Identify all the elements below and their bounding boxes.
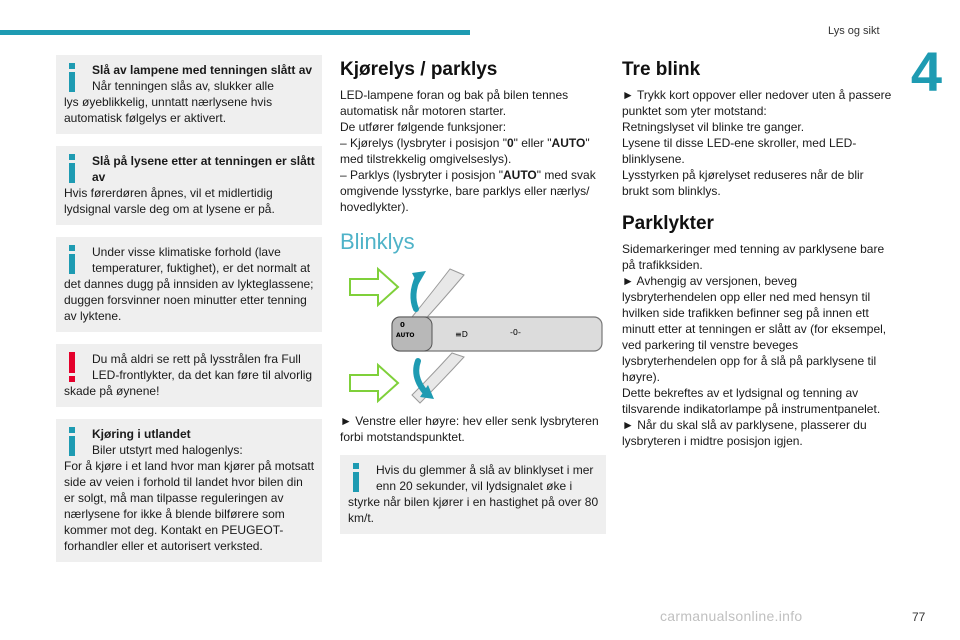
paragraph: ► Trykk kort oppover eller nedover uten å passere punktet som yter motstand: [622, 88, 892, 118]
note-text: Når tenningen slås av, slukker alle [92, 79, 274, 93]
paragraph: Sidemarkeringer med tenning av parklysene bare på trafikksiden. [622, 242, 885, 272]
paragraph: ► Venstre eller høyre: hev eller senk lysbryteren forbi motstandspunktet. [340, 414, 599, 444]
arrow-up-icon [350, 269, 398, 305]
header-accent-bar [0, 30, 470, 35]
info-icon [68, 245, 76, 275]
page-number: 77 [912, 610, 926, 624]
paragraph: Lysene til disse LED-ene skroller, med LED-blinklysene. [622, 136, 857, 166]
info-icon [352, 463, 360, 493]
note-text: Under visse klimatiske forhold (lave temperaturer, fuktighet), er det normalt at [92, 245, 311, 275]
paragraph: Retningslyset vil blinke tre ganger. [622, 120, 805, 134]
fog-icon: -0- [510, 328, 521, 337]
paragraph: ► Når du skal slå av parklysene, plasserer du lysbryteren i midtre posisjon igjen. [622, 418, 867, 448]
warning-icon [68, 352, 76, 382]
heading-parklykter: Parklykter [622, 213, 714, 234]
paragraph: – Kjørelys (lysbryter i posisjon "0" eller "AUTO" med tilstrekkelig omgivelseslys). [340, 136, 590, 166]
section-title: Lys og sikt [828, 25, 880, 37]
note-text: For å kjøre i et land hvor man kjører på motsatt side av veien i forhold til landet hvor bilen din er solgt, må man tilpasse reguleringen av nærlysene for ikke å blende bilførere som kommer mot deg. Kontakt en PEUGEOT-forhandler eller et autorisert verksted. [64, 459, 315, 553]
note-text: skade på øynene! [64, 384, 160, 398]
paragraph: LED-lampene foran og bak på bilen tennes automatisk når motoren starter. [340, 88, 569, 118]
stalk-illustration [340, 265, 606, 405]
note-text: lys øyeblikkelig, unntatt nærlysene hvis automatisk følgelys er aktivert. [64, 95, 273, 125]
column-right [622, 55, 892, 449]
note-text: det dannes dugg på innsiden av lykteglassene; duggen forsvinner noen minutter etter tenning av lyktene. [64, 277, 314, 323]
note-text: Hvis førerdøren åpnes, vil et midlertidig lydsignal varsle deg om at lysene er på. [64, 186, 275, 216]
heading-tre-blink: Tre blink [622, 59, 701, 80]
info-note-lights-on [56, 146, 322, 225]
paragraph: Dette bekreftes av et lydsignal og tenning av tilsvarende indikatorlampe på instrumentpanelet. [622, 386, 881, 416]
info-note-abroad [56, 419, 322, 562]
column-middle [340, 55, 606, 546]
heading-kjorelys: Kjørelys / parklys [340, 59, 498, 80]
beam-icon: ≡D [455, 330, 468, 339]
watermark: carmanualsonline.info [660, 608, 803, 624]
paragraph: Lysstyrken på kjørelyset reduseres når de blir brukt som blinklys. [622, 168, 864, 198]
note-title: Kjøring i utlandet [92, 427, 191, 441]
rotate-down-arrow [416, 361, 426, 393]
info-note-indicator-reminder [340, 455, 606, 534]
light-stalk-diagram [340, 265, 606, 405]
info-icon [68, 427, 76, 457]
note-text: Biler utstyrt med halogenlys: [92, 443, 243, 457]
info-note-condensation [56, 237, 322, 332]
heading-blinklys: Blinklys [340, 229, 415, 254]
arrow-down-icon [350, 365, 398, 401]
note-text: styrke når bilen kjører i en hastighet på over 80 km/t. [348, 495, 599, 525]
note-text: Du må aldri se rett på lysstrålen fra Full LED-frontlykter, da det kan føre til alvorlig [92, 352, 313, 382]
note-text: Hvis du glemmer å slå av blinklyset i mer enn 20 sekunder, vil lydsignalet øke i [376, 463, 594, 493]
info-icon [68, 154, 76, 184]
stalk-label-auto: AUTO [396, 332, 415, 339]
info-note-lamps-off [56, 55, 322, 134]
warning-note-led [56, 344, 322, 407]
note-title: Slå av lampene med tenningen slått av [92, 63, 313, 77]
note-title: Slå på lysene etter at tenningen er slått av [92, 154, 315, 184]
paragraph: – Parklys (lysbryter i posisjon "AUTO" med svak omgivende lysstyrke, bare parklys eller nærlys/ hovedlykter). [340, 168, 596, 214]
paragraph: De utfører følgende funksjoner: [340, 120, 507, 134]
column-left [56, 55, 322, 574]
chapter-number: 4 [893, 44, 960, 100]
info-icon [68, 63, 76, 93]
paragraph: ► Avhengig av versjonen, beveg lysbryterhendelen opp eller ned med hensyn til hvilken side trafikken befinner seg på innen ett minutt etter at tenningen er slått av (for eksempel, ved parkering til venstre beveges lysbryterhendelen opp for å slå på parklysene til høyre). [622, 274, 887, 384]
stalk-label-0: 0 [400, 321, 405, 329]
